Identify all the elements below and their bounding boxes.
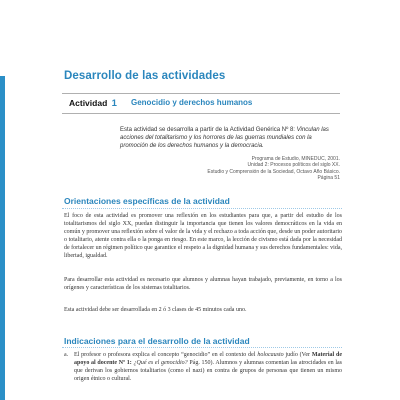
item-text-6: Pág. 150). Alumnos y alumnas comentan las atrocidades en las que derivan los gobiernos totalitarios (como el nazi) en contra de grupos de personas que tienen un mismo origen étnico o cultural. [74,359,342,382]
intro-text-italic: Vinculan las acciones del totalitarismo y los horrores de las guerras mundiales con la promoción de los derechos humanos y la democracia. [120,127,329,150]
source-line-2: Unidad 2: Procesos políticos del siglo XX. [247,162,340,169]
paragraph-2: Para desarrollar esta actividad es necesario que alumnos y alumnas hayan trabajado, previamente, en torno a los orígenes y características de los sistemas totalitarios. [64,277,342,291]
intro-text-regular: Esta actividad se desarrolla a partir de la Actividad Genérica Nº 8: [120,127,297,133]
item-text-1: El profesor o profesora explica el concepto “genocidio” en el contexto del [74,352,258,358]
support-material-title: ¿Qué es el genocidio? [131,359,188,366]
section-divider [62,347,342,348]
source-citation [160,156,340,182]
activity-header [62,93,340,114]
support-material-reference: Material de apoyo al docente Nº 1: [74,352,342,366]
source-line-3: Estudio y Comprensión de la Sociedad, Octavo Año Básico. [207,168,340,175]
side-accent-bar [0,76,5,400]
section-heading-orientaciones: Orientaciones específicas de la actividad [64,196,230,206]
list-item-text [74,352,342,384]
activity-topic: Genocidio y derechos humanos [131,98,253,107]
section-heading-indicaciones: Indicaciones para el desarrollo de la actividad [64,336,250,346]
section-divider [62,208,342,209]
source-line-1: Programa de Estudio, MINEDUC, 2001. [251,156,340,162]
paragraph-3: Esta actividad debe ser desarrollada en 2 ó 3 clases de 45 minutos cada uno. [64,307,247,313]
activity-label: Actividad [69,98,108,108]
page-title: Desarrollo de las actividades [64,70,226,82]
activity-intro [120,126,340,151]
source-line-4: Página 51 [317,175,340,182]
activity-label-group [69,98,117,109]
list-item [64,352,342,382]
activity-number: 1 [111,98,117,109]
list-marker: a. [64,352,69,358]
item-text-3: judío (Ver [283,352,312,358]
item-text-holocausto: holocausto [257,352,284,358]
paragraph-1: El foco de esta actividad es promover una reflexión en los estudiantes para que, a partir del estudio de los totalitarismos del siglo XX, puedan distinguir la importancia que tienen los valores democráticos en la vida en común y promover una reflexión sobre el valor de la vida y el rechazo a toda acción que, desde un poder autoritario o totalitario, atente contra ella o la ponga en riesgo. En este marco, la lección de civismo está dada por la necesidad de fortalecer un régimen político que garantice el respeto a la dignidad humana y sus derechos fundamentales: vida, libertad, igualdad. [64,213,342,259]
